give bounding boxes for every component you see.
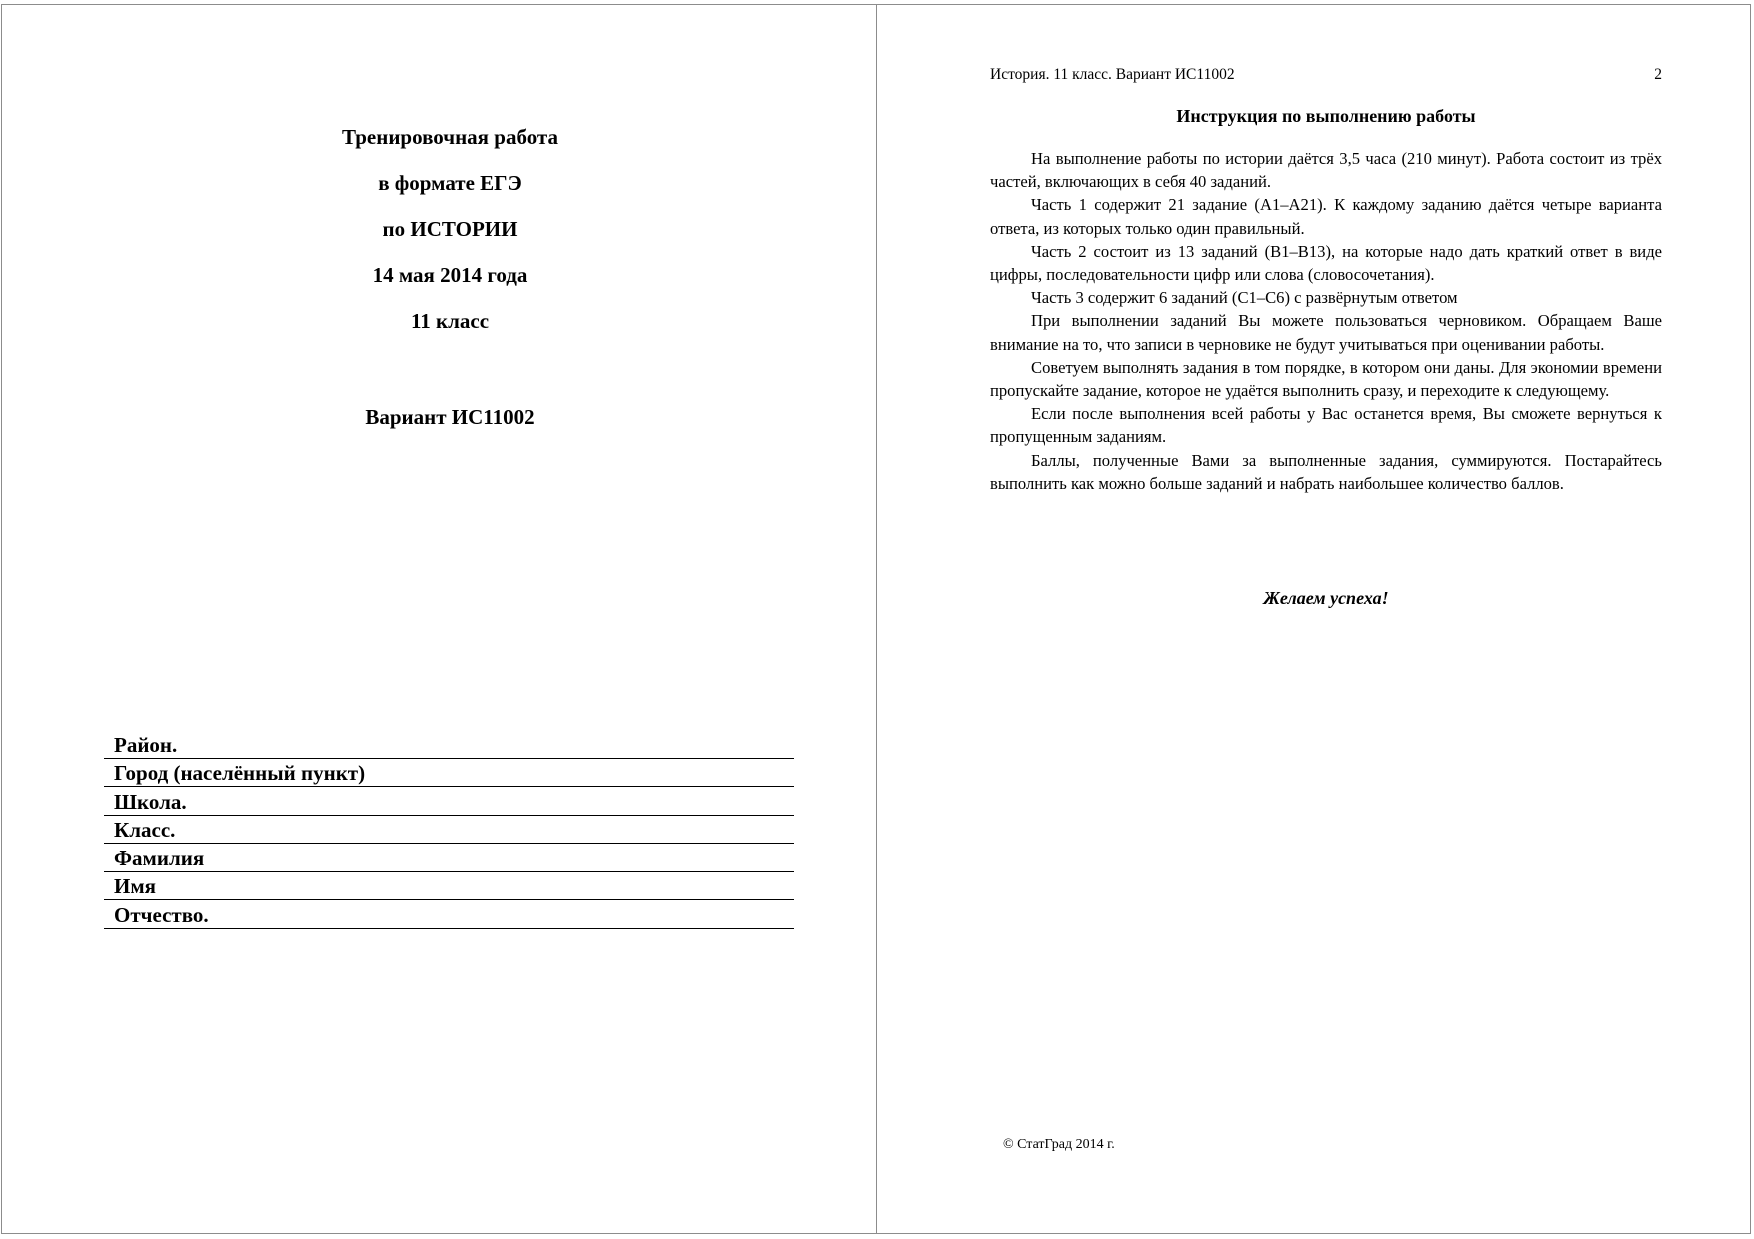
instruction-paragraph: Часть 2 состоит из 13 заданий (В1–В13), на которые надо дать краткий ответ в виде цифры, последовательности цифр или слова (словосочетания).: [990, 241, 1662, 285]
good-luck-wish: Желаем успеха!: [1263, 588, 1389, 608]
form-label-name: Имя: [114, 874, 156, 899]
form-row-school[interactable]: [104, 787, 794, 815]
cover-title-line-2: в формате ЕГЭ: [378, 171, 522, 195]
instruction-paragraph: Советуем выполнять задания в том порядке, в котором они даны. Для экономии времени пропускайте задание, которое не удаётся выполнить сразу, и переходите к следующему.: [990, 357, 1662, 401]
variant-label: Вариант ИС11002: [365, 405, 535, 429]
instruction-paragraph: Часть 3 содержит 6 заданий (С1–С6) с развёрнутым ответом: [1031, 288, 1458, 308]
student-info-form: [104, 732, 794, 929]
form-row-district[interactable]: [104, 732, 794, 759]
form-row-surname[interactable]: [104, 844, 794, 872]
instruction-title: Инструкция по выполнению работы: [1176, 106, 1476, 126]
cover-grade-line: 11 класс: [410, 309, 490, 333]
form-label-patronymic: Отчество.: [114, 902, 209, 927]
running-header: [990, 65, 1662, 85]
form-label-surname: Фамилия: [114, 846, 205, 871]
page-number: 2: [1654, 66, 1662, 83]
instruction-paragraph: Часть 1 содержит 21 задание (А1–А21). К каждому заданию даётся четыре варианта ответа, из которых только один правильный.: [990, 195, 1662, 238]
instruction-paragraph: Если после выполнения всей работы у Вас останется время, Вы сможете вернуться к пропущенным заданиям.: [990, 404, 1662, 447]
cover-title-line-1: Тренировочная работа: [342, 125, 558, 149]
cover-date-line: 14 мая 2014 года: [372, 263, 528, 287]
running-title: История. 11 класс. Вариант ИС11002: [990, 66, 1235, 83]
instruction-paragraph: При выполнении заданий Вы можете пользоваться черновиком. Обращаем Ваше внимание на то, что записи в черновике не будут учитываться при оценивании работы.: [990, 311, 1662, 354]
page-divider: [876, 4, 877, 1234]
copyright-notice: © СтатГрад 2014 г.: [1003, 1137, 1115, 1152]
instruction-paragraph: Баллы, полученные Вами за выполненные задания, суммируются. Постарайтесь выполнить как можно больше заданий и набрать наибольшее количество баллов.: [990, 450, 1662, 493]
form-label-class: Класс.: [114, 817, 176, 842]
form-row-class[interactable]: [104, 816, 794, 844]
form-label-school: Школа.: [114, 789, 187, 814]
form-label-city: Город (населённый пункт): [114, 761, 366, 786]
form-row-patronymic[interactable]: [104, 900, 794, 928]
form-row-name[interactable]: [104, 872, 794, 900]
cover-title-line-3: по ИСТОРИИ: [382, 217, 518, 241]
instructions-body: [990, 147, 1662, 495]
cover-title-block: [150, 124, 750, 354]
instruction-paragraph: На выполнение работы по истории даётся 3,5 часа (210 минут). Работа состоит из трёх частей, включающих в себя 40 заданий.: [990, 149, 1662, 192]
form-label-district: Район.: [114, 733, 178, 757]
form-row-city[interactable]: [104, 759, 794, 787]
